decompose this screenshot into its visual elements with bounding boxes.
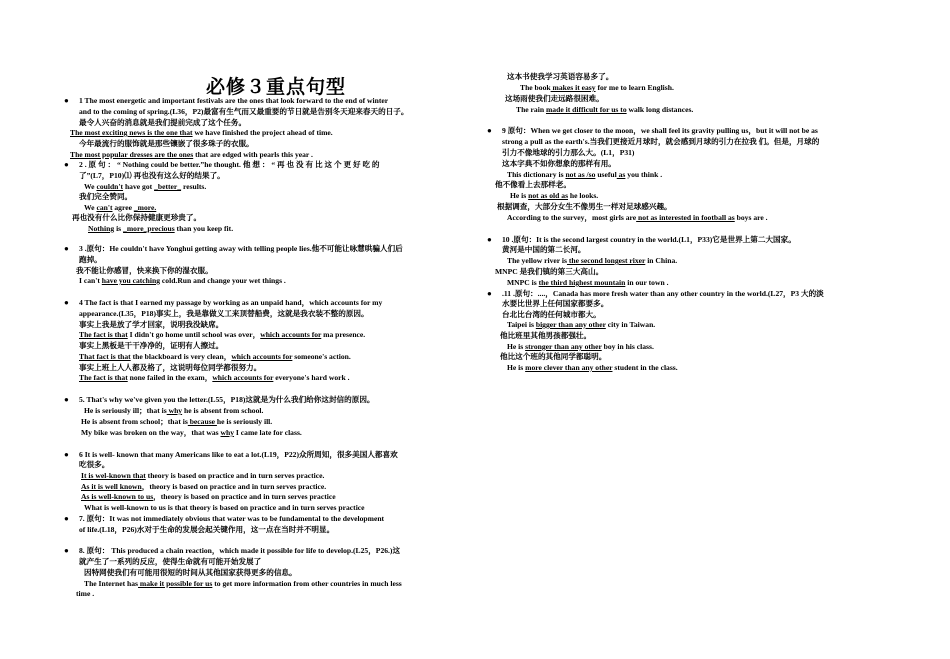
text-segment: 台北比台湾的任何城市都大。: [502, 310, 601, 319]
text-segment: I can't: [79, 276, 102, 285]
text-segment: strong a pull as the earth's.当我们更接近月球时，就会感到月球的引力在拉我 们。但是，月球的: [502, 137, 820, 146]
text-segment: someone's action.: [292, 352, 351, 361]
underlined-phrase: not as interested in football as: [636, 213, 735, 222]
text-line: [507, 256, 677, 267]
text-line: [79, 276, 286, 287]
text-line: [507, 213, 768, 224]
text-line: [497, 202, 672, 213]
text-segment: MNPC 是我们镇的第三大高山。: [495, 267, 604, 276]
text-segment: student in the class.: [612, 363, 678, 372]
text-segment: boys are .: [734, 213, 768, 222]
text-segment: 吃很多。: [79, 460, 110, 469]
underlined-phrase: as: [616, 170, 626, 179]
text-line: [76, 589, 94, 600]
text-segment: 5. That's why we've given you the letter.(L55，P18)这就是为什么我们给你这封信的原因。: [79, 395, 375, 404]
text-line: [81, 492, 336, 503]
text-segment: he is seriously ill.: [216, 417, 273, 426]
text-line: [79, 330, 365, 341]
text-segment: 再也没有什么比你保持健康更珍贵了。: [72, 213, 202, 222]
underlined-phrase: The fact is that: [79, 330, 128, 339]
text-line: [495, 180, 571, 191]
text-line: [79, 96, 388, 107]
underlined-phrase: the third highest mountain: [538, 278, 626, 287]
underlined-phrase: couldn't: [96, 182, 124, 191]
underlined-phrase: The most popular dresses are the ones: [70, 150, 194, 159]
text-segment: 事实上班上人人都及格了，这说明每位同学都很努力。: [79, 363, 262, 372]
text-segment: 6 It is well- known that many Americans like to eat a lot.(L19，P22)众所周知，很多美国人都喜欢: [79, 450, 398, 459]
text-line: [495, 267, 603, 278]
underlined-phrase: The most exciting news is the one that: [70, 128, 193, 137]
text-segment: 水要比世界上任何国家都要多。: [502, 299, 609, 308]
text-segment: 这本书使我学习英语容易多了。: [507, 72, 614, 81]
text-line: [79, 352, 351, 363]
text-segment: 这场雨使我们走远路很困难。: [505, 94, 604, 103]
underlined-phrase: because: [187, 417, 217, 426]
text-segment: for me to learn English.: [595, 83, 674, 92]
text-segment: 事实上黑板是干干净净的，证明有人擦过。: [79, 341, 224, 350]
text-segment: 根据调查，大部分女生不像男生一样对足球感兴趣。: [497, 202, 672, 211]
text-segment: 我们完全赞同。: [79, 192, 133, 201]
text-segment: 跑掉。: [79, 255, 102, 264]
text-segment: 今年最流行的服饰就是那些镶嵌了很多珠子的衣服。: [79, 139, 254, 148]
text-segment: he is absent from school.: [182, 406, 264, 415]
text-segment: 他不像看上去那样老。: [495, 180, 571, 189]
text-segment: than you keep fit.: [174, 224, 234, 233]
bullet-icon: ●: [487, 235, 492, 244]
text-segment: ma presence.: [321, 330, 366, 339]
underlined-phrase: Nothing: [88, 224, 115, 233]
text-line: [502, 126, 818, 137]
underlined-phrase: have you catching: [101, 276, 161, 285]
text-segment: 因特网使我们有可能用很短的时间从其他国家获得更多的信息。: [84, 568, 297, 577]
text-segment: boy in his class.: [601, 342, 654, 351]
bullet-icon: ●: [64, 395, 69, 404]
text-line: [81, 471, 324, 482]
text-segment: 事实上我是放了学才回家，说明我没缺席。: [79, 320, 224, 329]
underlined-phrase: The fact is that: [79, 373, 128, 382]
underlined-phrase: That fact is that: [79, 352, 131, 361]
text-line: [79, 460, 109, 471]
text-segment: useful: [595, 170, 617, 179]
text-segment: My bike was broken on the way，that was: [81, 428, 221, 437]
text-line: [500, 331, 591, 342]
text-segment: 他比这个班的其他同学都聪明。: [500, 352, 607, 361]
underlined-phrase: the second longest rixer: [566, 256, 646, 265]
text-segment: that are edged with pearls this year .: [193, 150, 313, 159]
text-segment: have got: [123, 182, 155, 191]
text-segment: The rain: [516, 105, 546, 114]
text-segment: walk long distances.: [626, 105, 694, 114]
text-segment: 引力不像地球的引力那么大。(L1，P31): [502, 148, 635, 157]
text-segment: I came late for class.: [234, 428, 302, 437]
text-line: [507, 278, 668, 289]
underlined-phrase: which accounts for: [231, 352, 293, 361]
text-line: [502, 299, 608, 310]
text-segment: 7. 原句：It was not immediately obvious that water was to be fundamental to the development: [79, 514, 385, 523]
text-line: [84, 503, 365, 514]
text-line: [79, 160, 380, 171]
text-line: [79, 107, 408, 118]
text-line: [84, 579, 402, 590]
text-segment: city in Taiwan.: [605, 320, 656, 329]
text-line: [79, 395, 375, 406]
text-line: [507, 72, 613, 83]
underlined-phrase: not as old as: [528, 191, 569, 200]
text-segment: in China.: [645, 256, 678, 265]
text-line: [500, 352, 606, 363]
text-line: [520, 83, 674, 94]
text-line: [79, 341, 223, 352]
underlined-phrase: which accounts for: [212, 373, 274, 382]
underlined-phrase: make it possible for us: [138, 579, 213, 588]
bullet-icon: ●: [64, 546, 69, 555]
text-line: [510, 191, 598, 202]
text-segment: What is well-known to us is that theory is based on practice and in turn serves practice: [84, 503, 365, 512]
text-segment: ，theory is based on practice and in turn serves practice.: [141, 482, 327, 491]
text-segment: time .: [76, 589, 95, 598]
underlined-phrase: more clever than any other: [525, 363, 613, 372]
text-line: [84, 568, 297, 579]
underlined-phrase: bigger than any other: [535, 320, 606, 329]
text-segment: Taipei is: [507, 320, 536, 329]
text-segment: This dictionary is: [507, 170, 566, 179]
underlined-phrase: As is well-known to us: [81, 492, 154, 501]
bullet-icon: ●: [64, 450, 69, 459]
text-segment: 9 原句：When we get closer to the moon，we shall feel its gravity pulling us，but it will not be as: [502, 126, 818, 135]
bullet-icon: ●: [487, 126, 492, 135]
underlined-phrase: makes it easy: [550, 83, 596, 92]
underlined-phrase: not as /so: [565, 170, 596, 179]
text-segment: agree: [112, 203, 134, 212]
text-segment: the blackboard is very clean，: [130, 352, 232, 361]
text-segment: The Internet has: [84, 579, 139, 588]
text-segment: 最令人兴奋的消息就是我们提前完成了这个任务。: [79, 118, 247, 127]
text-segment: and to the coming of spring.(L36，P2)最富有生气而又最重要的节日就是告别冬天迎来春天的日子。: [79, 107, 409, 116]
text-segment: 3 .原句：He couldn't have Yonghui getting away with telling people lies.他不可能让咏慧哄骗人们后: [79, 244, 403, 253]
text-segment: According to the survey，most girls are: [507, 213, 637, 222]
text-segment: He is seriously ill；that is: [84, 406, 167, 415]
text-segment: 黄河是中国的第二长河。: [502, 245, 586, 254]
text-segment: He is: [507, 363, 526, 372]
text-line: [72, 213, 201, 224]
underlined-phrase: _more.: [133, 203, 157, 212]
text-segment: 了”(L7，P10)⑴ 再也没有这么好的结果了。: [79, 171, 225, 180]
text-segment: He is: [507, 342, 526, 351]
text-line: [502, 137, 819, 148]
text-segment: 10 .原句：It is the second largest country in the world.(L1，P33)它是世界上第二大国家。: [502, 235, 796, 244]
text-segment: of life.(L18，P26)水对于生命的发展会起关键作用，这一点在当时并不明显。: [79, 525, 335, 534]
text-line: [507, 363, 678, 374]
text-line: [516, 105, 693, 116]
text-line: [79, 514, 384, 525]
underlined-phrase: made it difficult for us to: [545, 105, 627, 114]
text-line: [81, 417, 272, 428]
text-line: [502, 148, 634, 159]
bullet-icon: ●: [64, 514, 69, 523]
text-line: [88, 224, 233, 235]
underlined-phrase: _more_precious: [123, 224, 175, 233]
bullet-icon: ●: [487, 289, 492, 298]
text-segment: 我不能让你感冒，快来换下你的湿衣服。: [76, 266, 213, 275]
text-segment: he looks.: [568, 191, 599, 200]
bullet-icon: ●: [64, 160, 69, 169]
text-segment: theory is based on practice and in turn serves practice.: [145, 471, 325, 480]
text-segment: We: [84, 203, 97, 212]
text-line: [507, 320, 655, 331]
text-segment: 4 The fact is that I earned my passage by working as an unpaid hand，which accounts for my: [79, 298, 383, 307]
text-segment: 就产生了一系列的反应，使得生命就有可能开始发展了: [79, 557, 262, 566]
text-segment: The yellow river is: [507, 256, 567, 265]
text-segment: none failed in the exam，: [127, 373, 213, 382]
text-line: [70, 128, 333, 139]
text-line: [79, 373, 350, 384]
text-line: [79, 557, 261, 568]
text-segment: The book: [520, 83, 551, 92]
underlined-phrase: why: [166, 406, 183, 415]
text-segment: to get more information from other countries in much less: [212, 579, 402, 588]
text-line: [79, 255, 102, 266]
text-line: [84, 406, 263, 417]
text-line: [79, 546, 400, 557]
text-segment: .11 .原句：....，Canada has more fresh water than any other country in the world.(L27，P3 大的淡: [502, 289, 824, 298]
text-segment: cold.Run and change your wet things .: [160, 276, 286, 285]
text-segment: 1 The most energetic and important festivals are the ones that look forward to the end of winter: [79, 96, 389, 105]
text-segment: 他比班里其他男孩都强壮。: [500, 331, 592, 340]
text-segment: appearance.(L35，P18)事实上，我是靠做义工来顶替船费，这就是我衣装不整的原因。: [79, 309, 369, 318]
text-segment: in our town .: [625, 278, 669, 287]
text-segment: we have finished the project ahead of time.: [192, 128, 333, 137]
bullet-icon: ●: [64, 298, 69, 307]
text-segment: I didn't go home until school was over，: [127, 330, 261, 339]
text-segment: 8. 原句： This produced a chain reaction，which made it possible for life to develop.(L25，P26.)这: [79, 546, 401, 555]
text-line: [79, 171, 225, 182]
underlined-phrase: It is wel-known that: [81, 471, 146, 480]
underlined-phrase: stronger than any other: [525, 342, 602, 351]
bullet-icon: ●: [64, 244, 69, 253]
text-line: [79, 139, 254, 150]
text-line: [79, 244, 403, 255]
text-segment: results.: [181, 182, 207, 191]
text-segment: 2 . 原 句 ： “ Nothing could be better.”he thought. 他 想 ： “ 再 也 没 有 比 这 个 更 好 吃 的: [79, 160, 380, 169]
text-segment: ，theory is based on practice and in turn serves practice: [153, 492, 336, 501]
text-line: [79, 309, 369, 320]
underlined-phrase: which accounts for: [260, 330, 322, 339]
underlined-phrase: _better_: [154, 182, 182, 191]
text-segment: He is: [510, 191, 529, 200]
text-line: [79, 298, 382, 309]
text-segment: 这本字典不如你想象的那样有用。: [502, 159, 616, 168]
text-segment: MNPC is: [507, 278, 539, 287]
text-segment: everyone's hard work .: [273, 373, 350, 382]
text-segment: is: [114, 224, 124, 233]
text-segment: We: [84, 182, 97, 191]
underlined-phrase: can't: [96, 203, 113, 212]
underlined-phrase: As it is well known: [81, 482, 142, 491]
text-segment: you think .: [625, 170, 663, 179]
text-segment: He is absent from school；that is: [81, 417, 188, 426]
page-title: 必修３重点句型: [206, 77, 347, 98]
text-line: [502, 159, 616, 170]
underlined-phrase: why: [220, 428, 235, 437]
text-line: [79, 192, 132, 203]
text-line: [79, 450, 398, 461]
text-line: [79, 525, 334, 536]
text-line: [502, 245, 586, 256]
bullet-icon: ●: [64, 96, 69, 105]
text-line: [81, 428, 302, 439]
text-line: [505, 94, 604, 105]
